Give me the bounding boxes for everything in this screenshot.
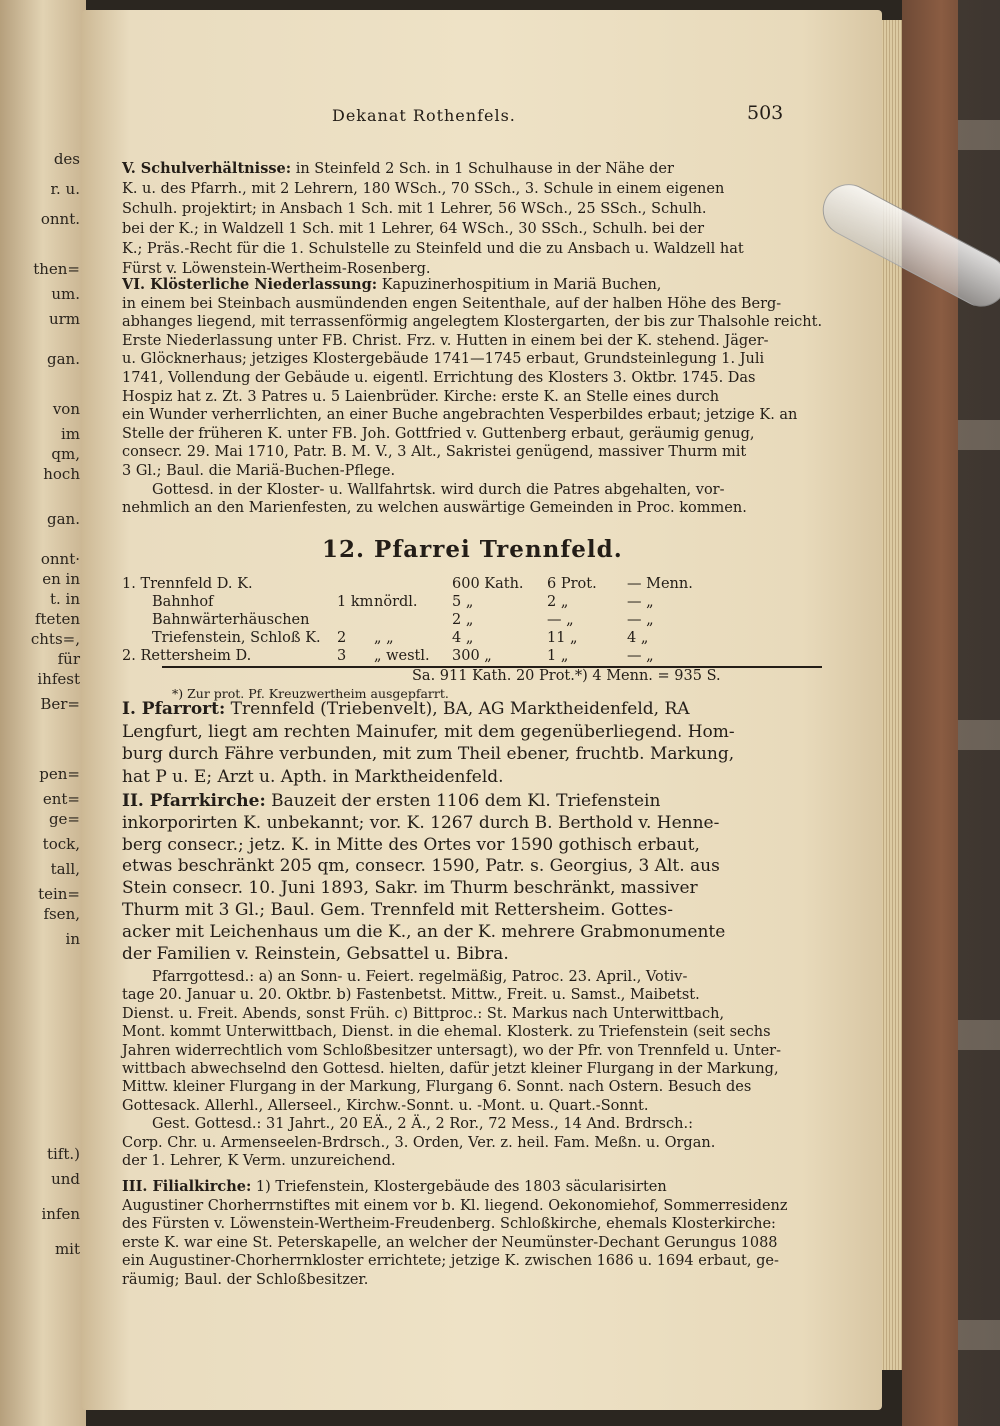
text-line <box>122 812 719 834</box>
table-cell-menn: — Menn. <box>627 576 693 592</box>
text-line <box>122 462 395 480</box>
line-text: K. u. des Pfarrh., mit 2 Lehrern, 180 WSch., 70 SSch., 3. Schule in einem eigenen <box>122 181 725 197</box>
table-cell-dist: 1 km <box>337 594 374 610</box>
text-line <box>122 220 704 238</box>
line-text: des Fürsten v. Löwenstein-Wertheim-Freudenberg. Schloßkirche, ehemals Klosterkirche: <box>122 1216 776 1233</box>
line-text: Hospiz hat z. Zt. 3 Patres u. 5 Laienbrüder. Kirche: erste K. an Stelle eines durch <box>122 388 720 405</box>
text-line <box>122 766 504 788</box>
table-sum: Sa. 911 Kath. 20 Prot.*) 4 Menn. = 935 S. <box>412 668 721 684</box>
text-line <box>122 790 660 812</box>
left-margin-fragment: fsen, <box>43 905 80 923</box>
section-label: III. Filialkirche: <box>122 1178 252 1195</box>
text-line <box>122 313 822 331</box>
section-label: V. Schulverhältnisse: <box>122 160 292 177</box>
text-line <box>122 943 509 965</box>
table-cell-dist: 2 <box>337 630 347 646</box>
table-cell-menn: — „ <box>627 612 654 628</box>
text-line <box>122 425 755 443</box>
line-text: der Familien v. Reinstein, Gebsattel u. Bibra. <box>122 943 509 964</box>
text-line <box>122 698 690 720</box>
text-line <box>122 350 764 368</box>
text-line: der 1. Lehrer, K Verm. unzureichend. <box>122 1153 396 1169</box>
section-title-pfarrei: 12. Pfarrei Trennfeld. <box>322 536 623 563</box>
line-text: nehmlich an den Marienfesten, zu welchen auswärtige Gemeinden in Proc. kommen. <box>122 500 747 517</box>
table-cell-name: 2. Rettersheim D. <box>122 648 252 664</box>
text-line: Dienst. u. Freit. Abends, sonst Früh. c) Bittproc.: St. Markus nach Unterwittbach, <box>122 1005 725 1022</box>
text-line <box>122 200 706 218</box>
left-margin-fragment: gan. <box>47 350 80 368</box>
text-line <box>122 443 746 461</box>
left-margin-fragment: für <box>57 650 80 668</box>
table-cell-dist: 3 <box>337 648 347 664</box>
line-text: Stelle der früheren K. unter FB. Joh. Gottfried v. Guttenberg erbaut, geräumig genug, <box>122 425 755 442</box>
left-margin-fragment: fteten <box>34 610 80 628</box>
book-cover <box>902 0 1000 1426</box>
line-text: inkorporirten K. unbekannt; vor. K. 1267 durch B. Berthold v. Henne- <box>122 812 720 833</box>
left-margin-fragment: hoch <box>43 465 80 483</box>
table-cell-prot: — „ <box>547 612 574 628</box>
left-margin-fragment: in <box>65 930 80 948</box>
line-text: 1741, Vollendung der Gebäude u. eigentl. Errichtung des Klosters 3. Oktbr. 1745. Das <box>122 370 756 386</box>
section-label: I. Pfarrort: <box>122 699 226 719</box>
running-title: Dekanat Rothenfels. <box>332 106 516 125</box>
text-line <box>122 240 744 258</box>
line-text: consecr. 29. Mai 1710, Patr. B. M. V., 3 Alt., Sakristei genügend, massiver Thurm mit <box>122 444 747 461</box>
text-line <box>122 877 698 899</box>
text-line <box>122 276 661 294</box>
left-margin-fragment: onnt· <box>40 550 80 568</box>
text-line: Mont. kommt Unterwittbach, Dienst. in die ehemal. Klosterk. zu Triefenstein (seit sechs <box>122 1024 771 1041</box>
line-text: Erste Niederlassung unter FB. Christ. Frz. v. Hutten in einem bei der K. stehend. Jäger- <box>122 332 769 349</box>
text-line <box>122 1234 778 1252</box>
line-text: K.; Präs.-Recht für die 1. Schulstelle zu Steinfeld und die zu Ansbach u. Waldzell hat <box>122 241 744 257</box>
section-label: II. Pfarrkirche: <box>122 791 266 811</box>
left-margin-fragment: urm <box>48 310 80 328</box>
line-text: burg durch Fähre verbunden, mit zum Theil ebener, fruchtb. Markung, <box>122 744 735 764</box>
text-line: Gest. Gottesd.: 31 Jahrt., 20 EÄ., 2 Ä., 2 Ror., 72 Mess., 14 And. Brdrsch.: <box>152 1116 693 1133</box>
line-text: Bauzeit der ersten 1106 dem Kl. Triefenstein <box>265 791 661 811</box>
text-line <box>122 180 724 198</box>
left-margin-fragment: en in <box>42 570 80 588</box>
left-margin-fragment: then= <box>33 260 80 278</box>
table-cell-kath: 600 Kath. <box>452 576 524 592</box>
left-margin-fragment: um. <box>51 285 80 303</box>
table-cell-kath: 300 „ <box>452 648 492 664</box>
footnote: *) Zur prot. Pf. Kreuzwertheim ausgepfarrt. <box>172 686 449 701</box>
table-cell-prot: 6 Prot. <box>547 576 597 592</box>
spine-strip <box>958 0 1000 1426</box>
left-margin-fragment: chts=, <box>30 630 80 648</box>
left-margin-fragment: des <box>53 150 80 168</box>
left-margin-fragment: infen <box>41 1205 80 1223</box>
left-margin-fragment: und <box>51 1170 80 1188</box>
section-label: VI. Klösterliche Niederlassung: <box>122 276 378 293</box>
table-cell-menn: — „ <box>627 648 654 664</box>
table-cell-kath: 4 „ <box>452 630 474 646</box>
left-margin-fragment: tock, <box>42 835 80 853</box>
text-line <box>122 369 756 387</box>
text-line: Pfarrgottesd.: a) an Sonn- u. Feiert. regelmäßig, Patroc. 23. April., Votiv- <box>152 969 688 985</box>
line-text: ein Wunder verherrlichten, an einer Buche angebrachten Vesperbildes erbaut; jetzige K. an <box>122 407 798 424</box>
line-text: Gottesd. in der Kloster- u. Wallfahrtsk. wird durch die Patres abgehalten, vor- <box>152 481 725 498</box>
text-line: Corp. Chr. u. Armenseelen-Brdrsch., 3. Orden, Ver. z. heil. Fam. Meßn. u. Organ. <box>122 1134 716 1151</box>
line-text: erste K. war eine St. Peterskapelle, an welcher der Neumünster-Dechant Gerungus 1088 <box>122 1234 778 1251</box>
table-rule <box>162 666 822 668</box>
text-line <box>122 388 719 406</box>
line-text: etwas beschränkt 205 qm, consecr. 1590, Patr. s. Georgius, 3 Alt. aus <box>122 856 720 877</box>
text-line <box>122 1197 788 1215</box>
line-text: Fürst v. Löwenstein-Wertheim-Rosenberg. <box>122 261 431 277</box>
line-text: abhanges liegend, mit terrassenförmig angelegtem Klostergarten, der bis zur Thalsohle reicht. <box>122 314 823 331</box>
table-cell-kath: 2 „ <box>452 612 474 628</box>
page-number: 503 <box>747 102 784 124</box>
left-margin-fragment: pen= <box>39 765 80 783</box>
text-line <box>122 1252 779 1270</box>
line-text: Trennfeld (Triebenvelt), BA, AG Marktheidenfeld, RA <box>225 699 690 719</box>
left-margin-fragment: tift.) <box>46 1145 80 1163</box>
line-text: Augustiner Chorherrnstiftes mit einem vor b. Kl. liegend. Oekonomiehof, Sommerresidenz <box>122 1197 788 1214</box>
table-cell-prot: 2 „ <box>547 594 569 610</box>
table-cell-menn: 4 „ <box>627 630 649 646</box>
text-line <box>122 834 700 856</box>
left-margin-fragment: tein= <box>38 885 80 903</box>
line-text: 3 Gl.; Baul. die Mariä-Buchen-Pflege. <box>122 463 396 479</box>
table-cell-name: 1. Trennfeld D. K. <box>122 576 253 592</box>
left-margin-fragment: qm, <box>51 445 80 463</box>
line-text: acker mit Leichenhaus um die K., an der K. mehrere Grabmonumente <box>122 921 726 942</box>
line-text: in Steinfeld 2 Sch. in 1 Schulhause in der Nähe der <box>291 161 674 177</box>
text-line <box>122 743 734 765</box>
text-line <box>152 481 725 499</box>
line-text: Thurm mit 3 Gl.; Baul. Gem. Trennfeld mit Rettersheim. Gottes- <box>122 900 673 920</box>
text-line <box>122 1271 368 1289</box>
table-cell-prot: 1 „ <box>547 648 569 664</box>
left-margin-fragment: mit <box>54 1240 80 1258</box>
text-line: Gottesack. Allerhl., Allerseel., Kirchw.-Sonnt. u. -Mont. u. Quart.-Sonnt. <box>122 1097 649 1114</box>
text-line <box>122 721 735 743</box>
text-line <box>122 295 781 313</box>
text-line <box>122 855 720 877</box>
left-margin-fragment: ihfest <box>37 670 80 688</box>
text-line: wittbach abwechselnd den Gottesd. hielten, dafür jetzt kleiner Flurgang in der Markung, <box>122 1061 779 1077</box>
text-line: Mittw. kleiner Flurgang in der Markung, Flurgang 6. Sonnt. nach Ostern. Besuch des <box>122 1079 752 1096</box>
line-text: ein Augustiner-Chorherrnkloster errichtete; jetzige K. zwischen 1686 u. 1694 erbaut, ge- <box>122 1253 779 1270</box>
text-line <box>122 406 797 424</box>
text-line <box>122 332 769 350</box>
left-margin-fragment: tall, <box>50 860 80 878</box>
line-text: hat P u. E; Arzt u. Apth. in Marktheidenfeld. <box>122 766 504 787</box>
table-cell-name: Triefenstein, Schloß K. <box>152 630 321 646</box>
line-text: berg consecr.; jetz. K. in Mitte des Ortes vor 1590 gothisch erbaut, <box>122 834 700 855</box>
table-cell-dir: nördl. <box>374 594 418 610</box>
table-cell-dir: „ westl. <box>374 648 430 664</box>
left-margin-fragment: t. in <box>49 590 80 608</box>
text-line <box>122 1215 776 1233</box>
left-margin-fragment: gan. <box>47 510 80 528</box>
left-margin-fragment: im <box>60 425 80 443</box>
left-margin-fragment: von <box>52 400 80 418</box>
line-text: 1) Triefenstein, Klostergebäude des 1803 säcularisirten <box>251 1179 667 1195</box>
text-line <box>122 1178 667 1196</box>
text-line: tage 20. Januar u. 20. Oktbr. b) Fastenbetst. Mittw., Freit. u. Samst., Maibetst. <box>122 987 700 1004</box>
table-cell-name: Bahnhof <box>152 594 214 610</box>
left-margin-fragment: ent= <box>42 790 80 808</box>
table-cell-menn: — „ <box>627 594 654 610</box>
line-text: bei der K.; in Waldzell 1 Sch. mit 1 Lehrer, 64 WSch., 30 SSch., Schulh. bei der <box>122 221 705 237</box>
book-page <box>82 10 882 1410</box>
line-text: Lengfurt, liegt am rechten Mainufer, mit dem gegenüberliegend. Hom- <box>122 721 735 742</box>
table-cell-kath: 5 „ <box>452 594 474 610</box>
left-margin-fragment: onnt. <box>40 210 80 228</box>
text-line <box>122 160 674 178</box>
left-margin-fragment: ge= <box>48 810 80 828</box>
left-page-edge <box>0 0 86 1426</box>
line-text: Stein consecr. 10. Juni 1893, Sakr. im Thurm beschränkt, massiver <box>122 878 698 899</box>
left-margin-fragment: r. u. <box>50 180 80 198</box>
line-text: räumig; Baul. der Schloßbesitzer. <box>122 1272 369 1288</box>
line-text: Kapuzinerhospitium in Mariä Buchen, <box>377 277 662 293</box>
line-text: in einem bei Steinbach ausmündenden engen Seitenthale, auf der halben Höhe des Berg- <box>122 295 782 312</box>
line-text: Schulh. projektirt; in Ansbach 1 Sch. mit 1 Lehrer, 56 WSch., 25 SSch., Schulh. <box>122 201 707 217</box>
text-line: Jahren widerrechtlich vom Schloßbesitzer untersagt), wo der Pfr. von Trennfeld u. Unter- <box>122 1042 781 1059</box>
left-margin-fragment: Ber= <box>40 695 80 713</box>
table-cell-name: Bahnwärterhäuschen <box>152 612 310 628</box>
text-line <box>122 921 725 943</box>
table-cell-prot: 11 „ <box>547 630 578 646</box>
text-line <box>122 899 673 921</box>
text-line <box>122 499 747 517</box>
line-text: u. Glöcknerhaus; jetziges Klostergebäude 1741—1745 erbaut, Grundsteinlegung 1. Juli <box>122 351 765 368</box>
table-cell-dir: „ „ <box>374 630 394 646</box>
